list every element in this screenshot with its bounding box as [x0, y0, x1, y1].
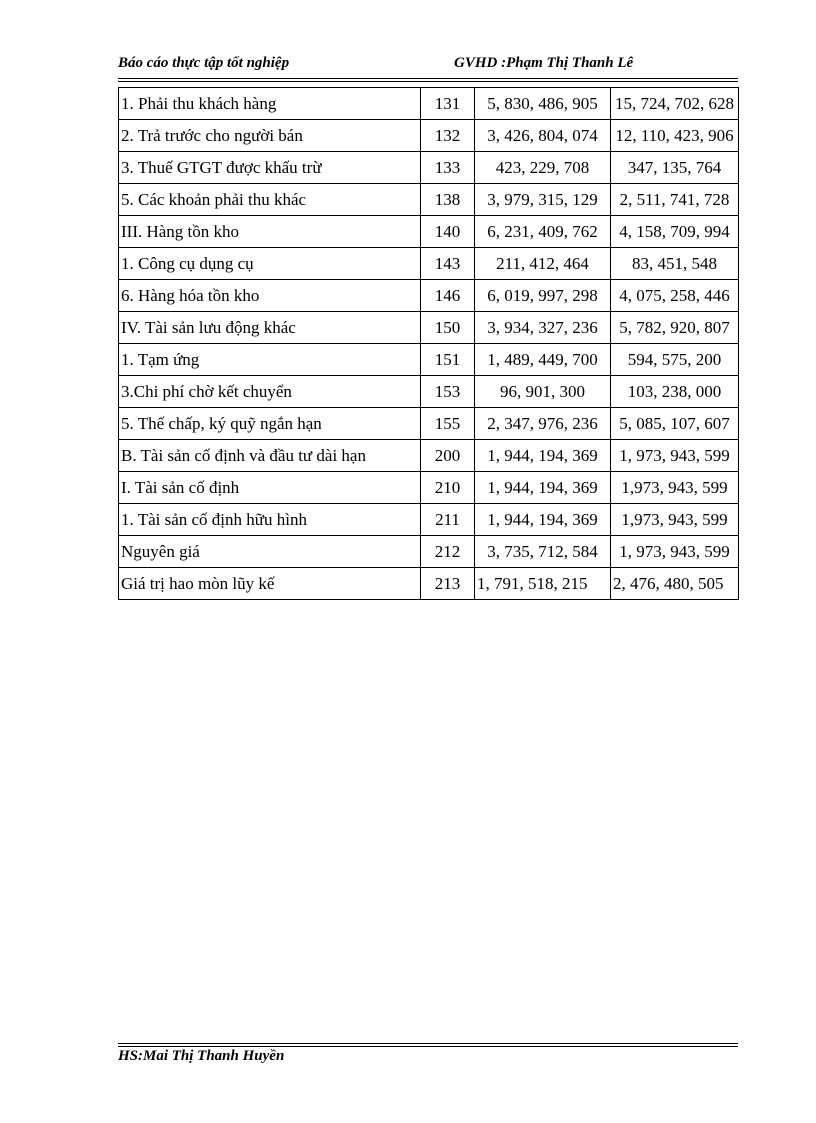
value-end: 2, 511, 741, 728 [611, 184, 739, 216]
item-code: 211 [421, 504, 475, 536]
item-name: 2. Trả trước cho người bán [119, 120, 421, 152]
header-rule-thin [118, 81, 738, 82]
table-row [119, 280, 739, 312]
item-name: Nguyên giá [119, 536, 421, 568]
footer-rule-thin [118, 1046, 738, 1047]
value-begin: 5, 830, 486, 905 [475, 88, 611, 120]
table-row [119, 216, 739, 248]
item-code: 132 [421, 120, 475, 152]
item-name: 3.Chi phí chờ kết chuyển [119, 376, 421, 408]
item-code: 138 [421, 184, 475, 216]
item-code: 200 [421, 440, 475, 472]
value-end: 5, 782, 920, 807 [611, 312, 739, 344]
value-begin: 96, 901, 300 [475, 376, 611, 408]
table-row [119, 376, 739, 408]
item-name: 1. Công cụ dụng cụ [119, 248, 421, 280]
value-end: 347, 135, 764 [611, 152, 739, 184]
value-end: 4, 158, 709, 994 [611, 216, 739, 248]
item-code: 155 [421, 408, 475, 440]
value-begin: 2, 347, 976, 236 [475, 408, 611, 440]
item-name: I. Tài sản cố định [119, 472, 421, 504]
value-end: 594, 575, 200 [611, 344, 739, 376]
item-name: Giá trị hao mòn lũy kế [119, 568, 421, 600]
table-row [119, 184, 739, 216]
value-begin: 423, 229, 708 [475, 152, 611, 184]
table-row [119, 536, 739, 568]
table-row [119, 312, 739, 344]
table-row [119, 568, 739, 600]
item-name: 6. Hàng hóa tồn kho [119, 280, 421, 312]
item-code: 131 [421, 88, 475, 120]
report-title: Báo cáo thực tập tốt nghiệp [118, 55, 290, 71]
table-row [119, 120, 739, 152]
value-end: 83, 451, 548 [611, 248, 739, 280]
value-begin: 1, 489, 449, 700 [475, 344, 611, 376]
item-code: 143 [421, 248, 475, 280]
page-header [118, 55, 738, 79]
balance-sheet-table [118, 87, 739, 600]
item-code: 146 [421, 280, 475, 312]
item-name: 5. Các khoản phải thu khác [119, 184, 421, 216]
value-end: 4, 075, 258, 446 [611, 280, 739, 312]
item-name: III. Hàng tồn kho [119, 216, 421, 248]
value-begin: 1, 791, 518, 215 [475, 568, 611, 600]
item-code: 133 [421, 152, 475, 184]
value-begin: 6, 019, 997, 298 [475, 280, 611, 312]
value-begin: 3, 979, 315, 129 [475, 184, 611, 216]
item-name: IV. Tài sản lưu động khác [119, 312, 421, 344]
footer-rule [118, 1043, 738, 1044]
header-rule [118, 78, 738, 79]
value-end: 1,973, 943, 599 [611, 472, 739, 504]
value-begin: 1, 944, 194, 369 [475, 440, 611, 472]
table-row [119, 344, 739, 376]
table-row [119, 88, 739, 120]
item-code: 212 [421, 536, 475, 568]
item-code: 213 [421, 568, 475, 600]
table-row [119, 152, 739, 184]
item-code: 150 [421, 312, 475, 344]
value-begin: 3, 934, 327, 236 [475, 312, 611, 344]
value-end: 15, 724, 702, 628 [611, 88, 739, 120]
item-code: 140 [421, 216, 475, 248]
table-row [119, 248, 739, 280]
value-end: 103, 238, 000 [611, 376, 739, 408]
value-begin: 211, 412, 464 [475, 248, 611, 280]
table-row [119, 440, 739, 472]
item-code: 151 [421, 344, 475, 376]
value-begin: 1, 944, 194, 369 [475, 472, 611, 504]
value-end: 5, 085, 107, 607 [611, 408, 739, 440]
item-code: 210 [421, 472, 475, 504]
value-begin: 6, 231, 409, 762 [475, 216, 611, 248]
table-row [119, 408, 739, 440]
item-code: 153 [421, 376, 475, 408]
item-name: 3. Thuế GTGT được khấu trừ [119, 152, 421, 184]
value-begin: 1, 944, 194, 369 [475, 504, 611, 536]
item-name: 1. Tài sản cố định hữu hình [119, 504, 421, 536]
item-name: 1. Tạm ứng [119, 344, 421, 376]
table-row [119, 504, 739, 536]
item-name: B. Tài sản cố định và đầu tư dài hạn [119, 440, 421, 472]
value-end: 1,973, 943, 599 [611, 504, 739, 536]
value-begin: 3, 735, 712, 584 [475, 536, 611, 568]
value-end: 1, 973, 943, 599 [611, 440, 739, 472]
value-begin: 3, 426, 804, 074 [475, 120, 611, 152]
supervisor-name: GVHD :Phạm Thị Thanh Lê [454, 55, 634, 71]
item-name: 1. Phải thu khách hàng [119, 88, 421, 120]
table-row [119, 472, 739, 504]
value-end: 1, 973, 943, 599 [611, 536, 739, 568]
value-end: 2, 476, 480, 505 [611, 568, 739, 600]
student-name: HS:Mai Thị Thanh Huyền [118, 1048, 285, 1064]
value-end: 12, 110, 423, 906 [611, 120, 739, 152]
item-name: 5. Thế chấp, ký quỹ ngắn hạn [119, 408, 421, 440]
